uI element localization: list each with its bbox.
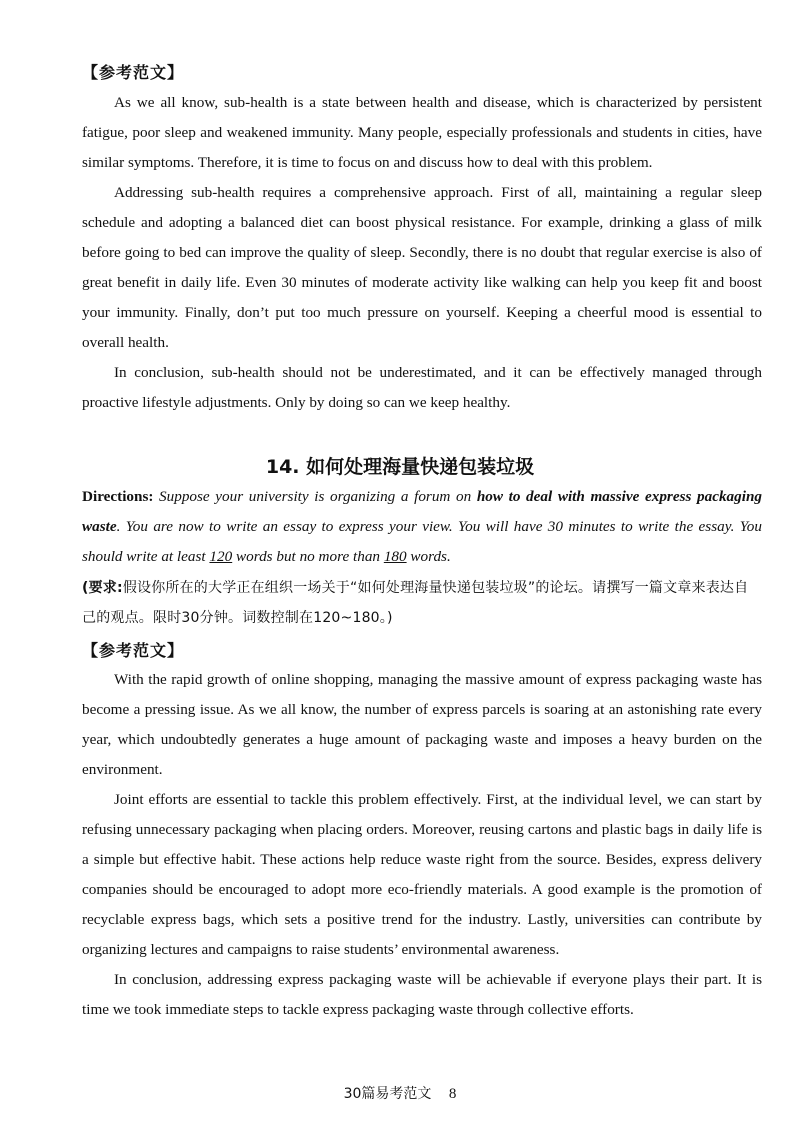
directions-label: Directions:	[82, 488, 154, 505]
essay-paragraph: In conclusion, addressing express packaging waste will be achievable if everyone plays their part. It is time we took immediate steps to tackle express packaging waste through collective efforts.	[82, 971, 762, 1018]
essay-paragraph: As we all know, sub-health is a state between health and disease, which is characterized by persistent fatigue, poor sleep and weakened immunity. Many people, especially professionals and students in cities, have similar symptoms. Therefore, it is time to focus on and discuss how to deal with this problem.	[82, 94, 762, 171]
reference-essay-1	[82, 88, 762, 418]
topic-title: 14. 如何处理海量快递包装垃圾	[265, 456, 535, 478]
page-number: 8	[448, 1086, 457, 1102]
directions-text: Suppose your university is organizing a forum on	[159, 488, 472, 505]
section-label: 【参考范文】	[82, 63, 185, 82]
page-footer	[0, 1083, 800, 1103]
directions-text: . You are now to write an essay to express your view. You will have 30 minutes to write the essay. You should write at least	[82, 518, 762, 565]
directions-text: words but no more than	[236, 548, 381, 565]
directions	[82, 482, 762, 572]
directions-text: words.	[410, 548, 451, 565]
essay-paragraph: Addressing sub-health requires a comprehensive approach. First of all, maintaining a regular sleep schedule and adopting a balanced diet can boost physical resistance. For example, drinking a glass of milk before going to bed can improve the quality of sleep. Secondly, there is no doubt that regular exercise is also of great benefit in daily life. Even 30 minutes of moderate activity like walking can help you keep fit and boost your immunity. Finally, don’t put too much pressure on yourself. Keeping a cheerful mood is essential to overall health.	[82, 184, 762, 351]
max-words: 180	[383, 548, 407, 565]
section-label: 【参考范文】	[82, 641, 185, 660]
book-title: 30篇易考范文	[343, 1086, 432, 1102]
reference-essay-2	[82, 665, 762, 1025]
requirement-note	[82, 573, 762, 633]
requirement-text: 假设你所在的大学正在组织一场关于“如何处理海量快递包装垃圾”的论坛。请撰写一篇文章来表达自己的观点。限时30分钟。词数控制在120~180。)	[82, 580, 749, 626]
directions-topic: how to deal with massive express packaging waste	[82, 488, 762, 535]
requirement-label: (要求:	[82, 580, 123, 596]
essay-paragraph: In conclusion, sub-health should not be underestimated, and it can be effectively managed through proactive lifestyle adjustments. Only by doing so can we keep healthy.	[82, 364, 762, 411]
essay-paragraph: With the rapid growth of online shopping, managing the massive amount of express packaging waste has become a pressing issue. As we all know, the number of express parcels is soaring at an astonishing rate every year, which undoubtedly generates a huge amount of packaging waste and imposes a heavy burden on the environment.	[82, 671, 762, 778]
min-words: 120	[209, 548, 233, 565]
essay-paragraph: Joint efforts are essential to tackle this problem effectively. First, at the individual level, we can start by refusing unnecessary packaging when placing orders. Moreover, reusing cartons and plastic bags in daily life is a simple but effective habit. These actions help reduce waste right from the source. Besides, express delivery companies should be encouraged to adopt more eco-friendly materials. A good example is the promotion of recyclable express bags, which sets a positive trend for the industry. Lastly, universities can contribute by organizing lectures and campaigns to raise students’ environmental awareness.	[82, 791, 762, 958]
